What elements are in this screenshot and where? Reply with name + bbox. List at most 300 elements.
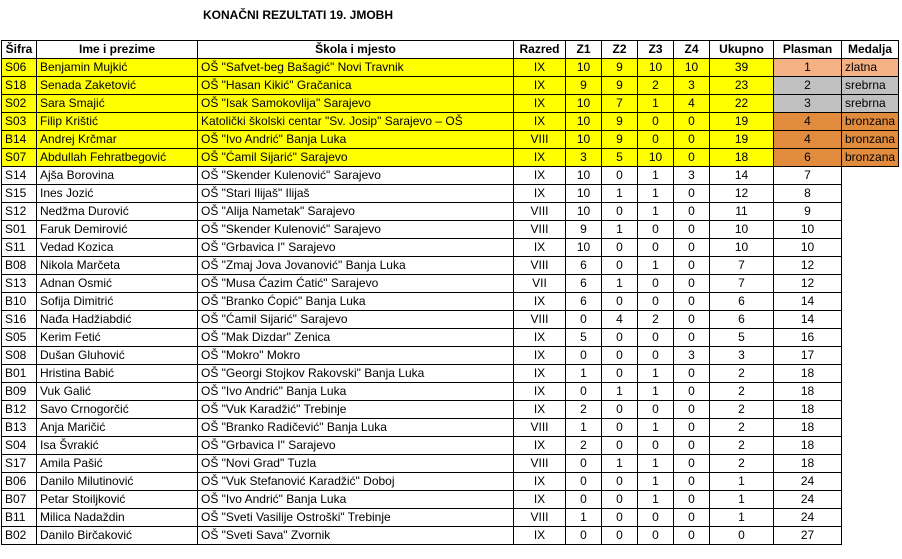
z1-cell: 9 bbox=[566, 77, 602, 95]
grade-cell: IX bbox=[514, 473, 566, 491]
table-row bbox=[2, 77, 899, 95]
table-row bbox=[2, 491, 899, 509]
place-cell: 18 bbox=[774, 455, 842, 473]
page-title: KONAČNI REZULTATI 19. JMOBH bbox=[203, 8, 394, 22]
z3-cell: 1 bbox=[638, 203, 674, 221]
medal-cell bbox=[842, 437, 899, 455]
z1-cell: 0 bbox=[566, 383, 602, 401]
place-cell: 6 bbox=[774, 149, 842, 167]
z2-cell: 0 bbox=[602, 401, 638, 419]
school-cell: OŠ "Ivo Andrić" Banja Luka bbox=[198, 131, 514, 149]
code-cell: S13 bbox=[2, 275, 37, 293]
school-cell: OŠ "Ćamil Sijarić" Sarajevo bbox=[198, 149, 514, 167]
school-cell: OŠ "Alija Nametak" Sarajevo bbox=[198, 203, 514, 221]
name-cell: Anja Maričić bbox=[37, 419, 198, 437]
z3-cell: 0 bbox=[638, 347, 674, 365]
total-cell: 5 bbox=[710, 329, 774, 347]
grade-cell: IX bbox=[514, 77, 566, 95]
school-cell: OŠ "Safvet-beg Bašagić" Novi Travnik bbox=[198, 59, 514, 77]
total-cell: 2 bbox=[710, 383, 774, 401]
z3-cell: 1 bbox=[638, 95, 674, 113]
medal-cell bbox=[842, 365, 899, 383]
z1-cell: 0 bbox=[566, 347, 602, 365]
name-cell: Danilo Milutinović bbox=[37, 473, 198, 491]
school-cell: OŠ "Sveti Sava" Zvornik bbox=[198, 527, 514, 545]
school-cell: OŠ "Musa Ćazim Ćatić" Sarajevo bbox=[198, 275, 514, 293]
z4-cell: 0 bbox=[674, 509, 710, 527]
name-cell: Sofija Dimitrić bbox=[37, 293, 198, 311]
z4-cell: 0 bbox=[674, 203, 710, 221]
place-cell: 12 bbox=[774, 257, 842, 275]
grade-cell: VIII bbox=[514, 221, 566, 239]
z1-cell: 1 bbox=[566, 509, 602, 527]
school-cell: OŠ "Novi Grad" Tuzla bbox=[198, 455, 514, 473]
z1-cell: 0 bbox=[566, 527, 602, 545]
total-cell: 0 bbox=[710, 527, 774, 545]
grade-cell: IX bbox=[514, 347, 566, 365]
z2-cell: 0 bbox=[602, 347, 638, 365]
z2-cell: 0 bbox=[602, 257, 638, 275]
table-row bbox=[2, 149, 899, 167]
grade-cell: VIII bbox=[514, 131, 566, 149]
header-cell: Razred bbox=[514, 41, 566, 59]
code-cell: S18 bbox=[2, 77, 37, 95]
place-cell: 27 bbox=[774, 527, 842, 545]
place-cell: 18 bbox=[774, 419, 842, 437]
grade-cell: IX bbox=[514, 185, 566, 203]
name-cell: Abdullah Fehratbegović bbox=[37, 149, 198, 167]
z4-cell: 0 bbox=[674, 221, 710, 239]
place-cell: 10 bbox=[774, 221, 842, 239]
header-row bbox=[2, 41, 899, 59]
medal-cell bbox=[842, 221, 899, 239]
medal-cell: bronzana bbox=[842, 113, 899, 131]
place-cell: 18 bbox=[774, 365, 842, 383]
z4-cell: 0 bbox=[674, 419, 710, 437]
grade-cell: VIII bbox=[514, 257, 566, 275]
medal-cell bbox=[842, 275, 899, 293]
total-cell: 7 bbox=[710, 257, 774, 275]
table-row bbox=[2, 167, 899, 185]
z2-cell: 0 bbox=[602, 293, 638, 311]
code-cell: S17 bbox=[2, 455, 37, 473]
place-cell: 12 bbox=[774, 275, 842, 293]
medal-cell: bronzana bbox=[842, 131, 899, 149]
z3-cell: 0 bbox=[638, 131, 674, 149]
z2-cell: 9 bbox=[602, 77, 638, 95]
header-cell: Plasman bbox=[774, 41, 842, 59]
z4-cell: 0 bbox=[674, 527, 710, 545]
school-cell: OŠ "Isak Samokovlija" Sarajevo bbox=[198, 95, 514, 113]
z2-cell: 0 bbox=[602, 527, 638, 545]
table-row bbox=[2, 221, 899, 239]
z1-cell: 10 bbox=[566, 113, 602, 131]
z1-cell: 6 bbox=[566, 293, 602, 311]
school-cell: OŠ "Mokro" Mokro bbox=[198, 347, 514, 365]
z3-cell: 0 bbox=[638, 401, 674, 419]
z2-cell: 0 bbox=[602, 437, 638, 455]
z3-cell: 0 bbox=[638, 113, 674, 131]
school-cell: OŠ "Ćamil Sijarić" Sarajevo bbox=[198, 311, 514, 329]
table-row bbox=[2, 437, 899, 455]
medal-cell bbox=[842, 185, 899, 203]
grade-cell: IX bbox=[514, 527, 566, 545]
total-cell: 22 bbox=[710, 95, 774, 113]
code-cell: B12 bbox=[2, 401, 37, 419]
total-cell: 10 bbox=[710, 221, 774, 239]
table-row bbox=[2, 455, 899, 473]
z1-cell: 5 bbox=[566, 329, 602, 347]
code-cell: B07 bbox=[2, 491, 37, 509]
total-cell: 2 bbox=[710, 455, 774, 473]
name-cell: Ajša Borovina bbox=[37, 167, 198, 185]
code-cell: B06 bbox=[2, 473, 37, 491]
z3-cell: 0 bbox=[638, 437, 674, 455]
school-cell: OŠ "Branko Ćopić" Banja Luka bbox=[198, 293, 514, 311]
name-cell: Danilo Birčaković bbox=[37, 527, 198, 545]
total-cell: 7 bbox=[710, 275, 774, 293]
name-cell: Sara Smajić bbox=[37, 95, 198, 113]
z1-cell: 0 bbox=[566, 311, 602, 329]
z4-cell: 0 bbox=[674, 437, 710, 455]
medal-cell bbox=[842, 383, 899, 401]
grade-cell: IX bbox=[514, 95, 566, 113]
medal-cell bbox=[842, 329, 899, 347]
z1-cell: 6 bbox=[566, 257, 602, 275]
medal-cell bbox=[842, 239, 899, 257]
z4-cell: 3 bbox=[674, 77, 710, 95]
place-cell: 4 bbox=[774, 131, 842, 149]
place-cell: 18 bbox=[774, 401, 842, 419]
z2-cell: 0 bbox=[602, 239, 638, 257]
total-cell: 14 bbox=[710, 167, 774, 185]
code-cell: B10 bbox=[2, 293, 37, 311]
school-cell: OŠ "Georgi Stojkov Rakovski" Banja Luka bbox=[198, 365, 514, 383]
total-cell: 11 bbox=[710, 203, 774, 221]
code-cell: S08 bbox=[2, 347, 37, 365]
code-cell: S01 bbox=[2, 221, 37, 239]
z2-cell: 0 bbox=[602, 509, 638, 527]
z1-cell: 0 bbox=[566, 491, 602, 509]
table-row bbox=[2, 59, 899, 77]
z3-cell: 0 bbox=[638, 527, 674, 545]
table-row bbox=[2, 113, 899, 131]
z3-cell: 0 bbox=[638, 329, 674, 347]
header-cell: Ime i prezime bbox=[37, 41, 198, 59]
total-cell: 23 bbox=[710, 77, 774, 95]
header-cell: Z2 bbox=[602, 41, 638, 59]
z3-cell: 0 bbox=[638, 239, 674, 257]
medal-cell bbox=[842, 455, 899, 473]
school-cell: OŠ "Skender Kulenović" Sarajevo bbox=[198, 221, 514, 239]
z4-cell: 0 bbox=[674, 365, 710, 383]
name-cell: Benjamin Mujkić bbox=[37, 59, 198, 77]
z1-cell: 0 bbox=[566, 455, 602, 473]
code-cell: S12 bbox=[2, 203, 37, 221]
table-row bbox=[2, 257, 899, 275]
place-cell: 17 bbox=[774, 347, 842, 365]
z2-cell: 0 bbox=[602, 491, 638, 509]
header-cell: Z4 bbox=[674, 41, 710, 59]
grade-cell: VIII bbox=[514, 419, 566, 437]
grade-cell: IX bbox=[514, 113, 566, 131]
place-cell: 2 bbox=[774, 77, 842, 95]
z4-cell: 3 bbox=[674, 167, 710, 185]
table-row bbox=[2, 185, 899, 203]
table-row bbox=[2, 131, 899, 149]
medal-cell: zlatna bbox=[842, 59, 899, 77]
school-cell: OŠ "Grbavica I" Sarajevo bbox=[198, 239, 514, 257]
code-cell: B11 bbox=[2, 509, 37, 527]
table-row bbox=[2, 329, 899, 347]
z3-cell: 0 bbox=[638, 221, 674, 239]
z3-cell: 1 bbox=[638, 365, 674, 383]
place-cell: 7 bbox=[774, 167, 842, 185]
total-cell: 1 bbox=[710, 509, 774, 527]
z1-cell: 2 bbox=[566, 401, 602, 419]
name-cell: Nedžma Durović bbox=[37, 203, 198, 221]
z4-cell: 0 bbox=[674, 491, 710, 509]
table-row bbox=[2, 509, 899, 527]
z3-cell: 1 bbox=[638, 257, 674, 275]
total-cell: 6 bbox=[710, 293, 774, 311]
name-cell: Kerim Fetić bbox=[37, 329, 198, 347]
code-cell: S06 bbox=[2, 59, 37, 77]
table-row bbox=[2, 275, 899, 293]
z1-cell: 10 bbox=[566, 95, 602, 113]
z3-cell: 1 bbox=[638, 455, 674, 473]
z3-cell: 0 bbox=[638, 275, 674, 293]
school-cell: Katolički školski centar "Sv. Josip" Sarajevo – OŠ bbox=[198, 113, 514, 131]
z2-cell: 1 bbox=[602, 185, 638, 203]
z1-cell: 2 bbox=[566, 437, 602, 455]
name-cell: Filip Krištić bbox=[37, 113, 198, 131]
table-row bbox=[2, 203, 899, 221]
total-cell: 39 bbox=[710, 59, 774, 77]
z4-cell: 0 bbox=[674, 455, 710, 473]
z2-cell: 1 bbox=[602, 455, 638, 473]
name-cell: Petar Stoiljković bbox=[37, 491, 198, 509]
medal-cell: srebrna bbox=[842, 77, 899, 95]
z2-cell: 1 bbox=[602, 221, 638, 239]
place-cell: 24 bbox=[774, 473, 842, 491]
z1-cell: 1 bbox=[566, 419, 602, 437]
place-cell: 24 bbox=[774, 491, 842, 509]
z4-cell: 0 bbox=[674, 149, 710, 167]
place-cell: 9 bbox=[774, 203, 842, 221]
name-cell: Nikola Marčeta bbox=[37, 257, 198, 275]
place-cell: 24 bbox=[774, 509, 842, 527]
name-cell: Andrej Krčmar bbox=[37, 131, 198, 149]
place-cell: 10 bbox=[774, 239, 842, 257]
z4-cell: 10 bbox=[674, 59, 710, 77]
school-cell: OŠ "Sveti Vasilije Ostroški" Trebinje bbox=[198, 509, 514, 527]
name-cell: Vuk Galić bbox=[37, 383, 198, 401]
z4-cell: 0 bbox=[674, 239, 710, 257]
name-cell: Hristina Babić bbox=[37, 365, 198, 383]
grade-cell: IX bbox=[514, 491, 566, 509]
grade-cell: IX bbox=[514, 239, 566, 257]
code-cell: B13 bbox=[2, 419, 37, 437]
total-cell: 2 bbox=[710, 419, 774, 437]
school-cell: OŠ "Skender Kulenović" Sarajevo bbox=[198, 167, 514, 185]
z2-cell: 4 bbox=[602, 311, 638, 329]
results-table bbox=[1, 40, 899, 545]
name-cell: Adnan Osmić bbox=[37, 275, 198, 293]
grade-cell: VII bbox=[514, 275, 566, 293]
medal-cell: bronzana bbox=[842, 149, 899, 167]
z4-cell: 0 bbox=[674, 113, 710, 131]
grade-cell: IX bbox=[514, 365, 566, 383]
medal-cell bbox=[842, 401, 899, 419]
name-cell: Amila Pašić bbox=[37, 455, 198, 473]
name-cell: Senada Zaketović bbox=[37, 77, 198, 95]
school-cell: OŠ "Ivo Andrić" Banja Luka bbox=[198, 383, 514, 401]
code-cell: B02 bbox=[2, 527, 37, 545]
total-cell: 12 bbox=[710, 185, 774, 203]
total-cell: 19 bbox=[710, 131, 774, 149]
grade-cell: IX bbox=[514, 149, 566, 167]
medal-cell: srebrna bbox=[842, 95, 899, 113]
school-cell: OŠ "Hasan Kikić" Gračanica bbox=[198, 77, 514, 95]
z4-cell: 0 bbox=[674, 257, 710, 275]
z3-cell: 2 bbox=[638, 77, 674, 95]
grade-cell: IX bbox=[514, 437, 566, 455]
grade-cell: IX bbox=[514, 383, 566, 401]
code-cell: S07 bbox=[2, 149, 37, 167]
z3-cell: 1 bbox=[638, 491, 674, 509]
school-cell: OŠ "Mak Dizdar" Zenica bbox=[198, 329, 514, 347]
code-cell: S02 bbox=[2, 95, 37, 113]
z1-cell: 10 bbox=[566, 131, 602, 149]
place-cell: 14 bbox=[774, 311, 842, 329]
z4-cell: 0 bbox=[674, 185, 710, 203]
z1-cell: 0 bbox=[566, 473, 602, 491]
z1-cell: 10 bbox=[566, 167, 602, 185]
table-row bbox=[2, 347, 899, 365]
place-cell: 18 bbox=[774, 437, 842, 455]
name-cell: Savo Crnogorčić bbox=[37, 401, 198, 419]
total-cell: 6 bbox=[710, 311, 774, 329]
total-cell: 1 bbox=[710, 491, 774, 509]
z4-cell: 3 bbox=[674, 347, 710, 365]
table-row bbox=[2, 401, 899, 419]
z1-cell: 10 bbox=[566, 239, 602, 257]
place-cell: 4 bbox=[774, 113, 842, 131]
z1-cell: 10 bbox=[566, 185, 602, 203]
header-cell: Škola i mjesto bbox=[198, 41, 514, 59]
place-cell: 1 bbox=[774, 59, 842, 77]
medal-cell bbox=[842, 509, 899, 527]
z2-cell: 0 bbox=[602, 167, 638, 185]
total-cell: 2 bbox=[710, 401, 774, 419]
code-cell: B01 bbox=[2, 365, 37, 383]
z2-cell: 1 bbox=[602, 383, 638, 401]
total-cell: 18 bbox=[710, 149, 774, 167]
z3-cell: 0 bbox=[638, 509, 674, 527]
grade-cell: VIII bbox=[514, 203, 566, 221]
total-cell: 3 bbox=[710, 347, 774, 365]
code-cell: S03 bbox=[2, 113, 37, 131]
z1-cell: 10 bbox=[566, 203, 602, 221]
name-cell: Faruk Demirović bbox=[37, 221, 198, 239]
header-cell: Z1 bbox=[566, 41, 602, 59]
header-cell: Z3 bbox=[638, 41, 674, 59]
grade-cell: VIII bbox=[514, 455, 566, 473]
total-cell: 10 bbox=[710, 239, 774, 257]
z4-cell: 0 bbox=[674, 401, 710, 419]
name-cell: Dušan Gluhović bbox=[37, 347, 198, 365]
school-cell: OŠ "Zmaj Jova Jovanović" Banja Luka bbox=[198, 257, 514, 275]
z1-cell: 1 bbox=[566, 365, 602, 383]
grade-cell: IX bbox=[514, 401, 566, 419]
code-cell: S14 bbox=[2, 167, 37, 185]
grade-cell: IX bbox=[514, 329, 566, 347]
total-cell: 19 bbox=[710, 113, 774, 131]
school-cell: OŠ "Grbavica I" Sarajevo bbox=[198, 437, 514, 455]
table-row bbox=[2, 365, 899, 383]
z3-cell: 1 bbox=[638, 473, 674, 491]
medal-cell bbox=[842, 257, 899, 275]
table-row bbox=[2, 239, 899, 257]
place-cell: 3 bbox=[774, 95, 842, 113]
medal-cell bbox=[842, 203, 899, 221]
z4-cell: 0 bbox=[674, 329, 710, 347]
z3-cell: 1 bbox=[638, 419, 674, 437]
z2-cell: 1 bbox=[602, 275, 638, 293]
z3-cell: 10 bbox=[638, 149, 674, 167]
medal-cell bbox=[842, 347, 899, 365]
table-row bbox=[2, 473, 899, 491]
table-row bbox=[2, 311, 899, 329]
z2-cell: 0 bbox=[602, 203, 638, 221]
header-cell: Medalja bbox=[842, 41, 899, 59]
z3-cell: 0 bbox=[638, 293, 674, 311]
school-cell: OŠ "Vuk Karadžić" Trebinje bbox=[198, 401, 514, 419]
code-cell: S15 bbox=[2, 185, 37, 203]
code-cell: S05 bbox=[2, 329, 37, 347]
place-cell: 18 bbox=[774, 383, 842, 401]
place-cell: 14 bbox=[774, 293, 842, 311]
medal-cell bbox=[842, 311, 899, 329]
grade-cell: VIII bbox=[514, 509, 566, 527]
grade-cell: IX bbox=[514, 59, 566, 77]
name-cell: Isa Švrakić bbox=[37, 437, 198, 455]
z2-cell: 5 bbox=[602, 149, 638, 167]
grade-cell: IX bbox=[514, 293, 566, 311]
z1-cell: 10 bbox=[566, 59, 602, 77]
school-cell: OŠ "Branko Radičević" Banja Luka bbox=[198, 419, 514, 437]
total-cell: 2 bbox=[710, 365, 774, 383]
z3-cell: 10 bbox=[638, 59, 674, 77]
name-cell: Nađa Hadžiabdić bbox=[37, 311, 198, 329]
z4-cell: 0 bbox=[674, 311, 710, 329]
school-cell: OŠ "Vuk Stefanović Karadžić" Doboj bbox=[198, 473, 514, 491]
z3-cell: 1 bbox=[638, 185, 674, 203]
table-row bbox=[2, 419, 899, 437]
z3-cell: 2 bbox=[638, 311, 674, 329]
z4-cell: 0 bbox=[674, 293, 710, 311]
table-row bbox=[2, 293, 899, 311]
z2-cell: 0 bbox=[602, 365, 638, 383]
z4-cell: 0 bbox=[674, 383, 710, 401]
z1-cell: 6 bbox=[566, 275, 602, 293]
header-cell: Ukupno bbox=[710, 41, 774, 59]
medal-cell bbox=[842, 527, 899, 545]
z2-cell: 9 bbox=[602, 131, 638, 149]
z3-cell: 1 bbox=[638, 383, 674, 401]
table-row bbox=[2, 383, 899, 401]
